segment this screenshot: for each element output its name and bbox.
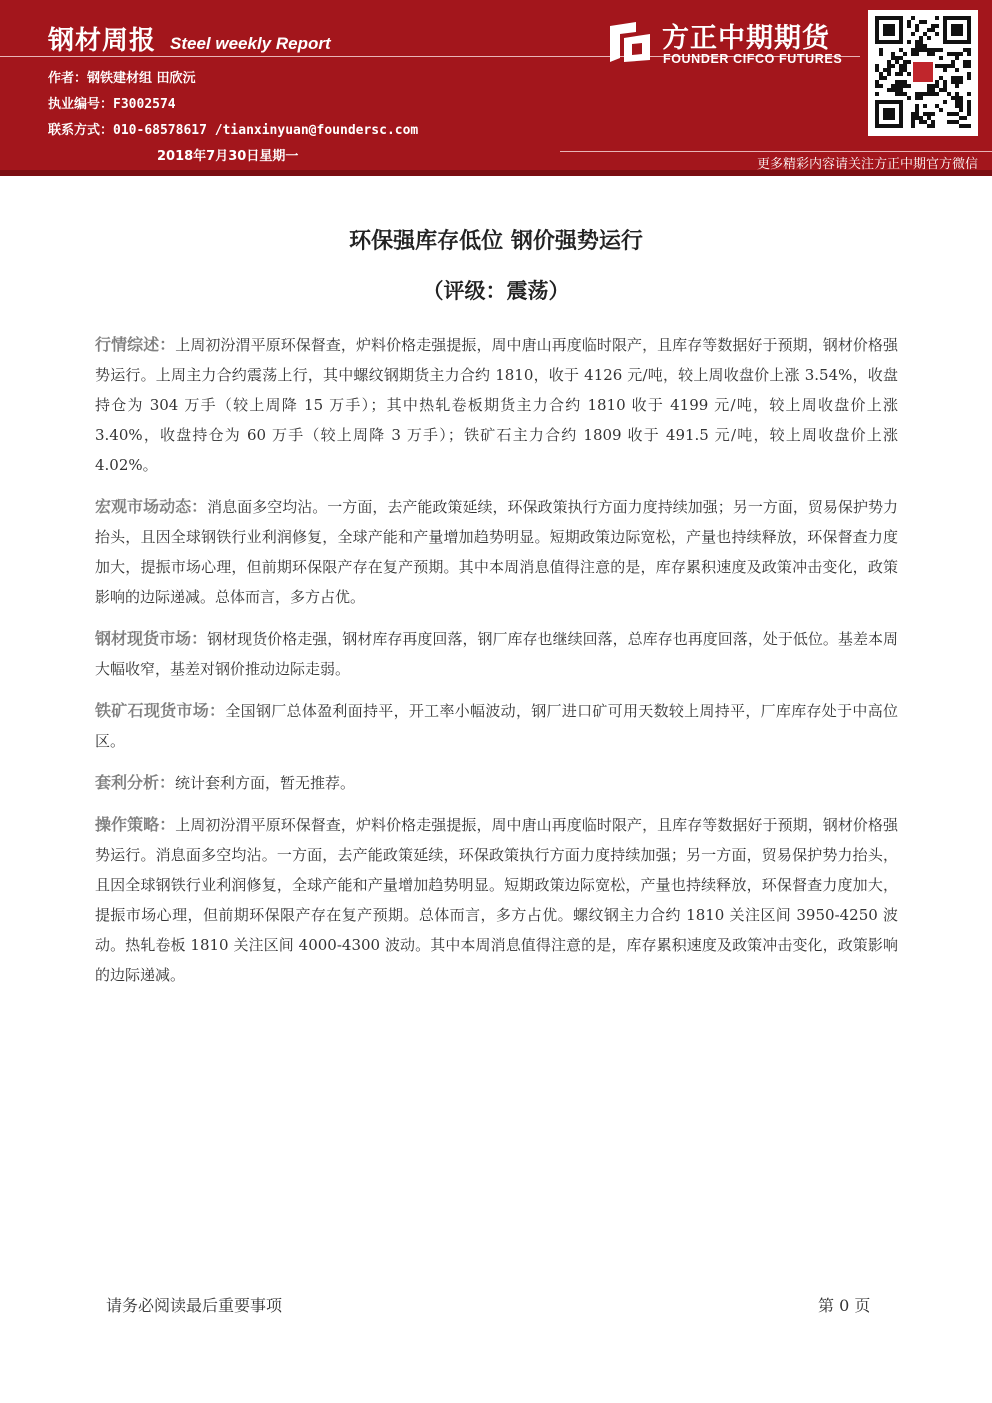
report-body <box>95 330 898 1002</box>
page-number: 第 0 页 <box>818 1296 871 1315</box>
qr-code-icon <box>875 16 971 130</box>
section-strategy <box>95 810 898 990</box>
section-text: 上周初汾渭平原环保督查，炉料价格走强提振，周中唐山再度临时限产，且库存等数据好于预期，钢材价格强势运行。消息面多空均沾。一方面，去产能政策延续，环保政策执行方面力度持续加强；另一方面，贸易保护势力抬头，且因全球钢铁行业利润修复，全球产能和产量增加趋势明显。短期政策边际宽松，产量也持续释放，环保督查力度加大，提振市场心理，但前期环保限产存在复产预期。总体而言，多方占优。螺纹钢主力合约 1810 关注区间 3950-4250 波动。热轧卷板 1810 关注区间 4000-4300 波动。其中本周消息值得注意的是，库存累积速度及政策冲击变化，政策影响的边际递减。 <box>95 816 898 984</box>
section-market-overview <box>95 330 898 480</box>
section-heading: 钢材现货市场： <box>95 629 208 648</box>
section-steel-spot <box>95 624 898 684</box>
section-heading: 行情综述： <box>95 335 176 354</box>
follow-divider <box>560 151 992 152</box>
section-text: 上周初汾渭平原环保督查，炉料价格走强提振，周中唐山再度临时限产，且库存等数据好于预期，钢材价格强势运行。上周主力合约震荡上行，其中螺纹钢期货主力合约 1810，收于 4126 元/吨，较上周收盘价上涨 3.54%，收盘持仓为 304 万手（较上周降 15 万手）；其中热轧卷板期货主力合约 1810 收于 4199 元/吨，较上周收盘价上涨 3.40%，收盘持仓为 60 万手（较上周降 3 万手）；铁矿石主力合约 1809 收于 491.5 元/吨，较上周收盘价上涨 4.02%。 <box>95 336 898 474</box>
license-value: F3002574 <box>113 97 176 112</box>
author-label: 作者： <box>48 71 88 86</box>
report-header <box>0 0 992 176</box>
logo-english: FOUNDER CIFCO FUTURES <box>663 52 843 66</box>
license-label: 执业编号： <box>48 97 114 112</box>
author-line <box>48 67 196 86</box>
license-line <box>48 93 176 112</box>
rating: （评级：震荡） <box>422 279 570 303</box>
section-text: 全国钢厂总体盈利面持平，开工率小幅波动，钢厂进口矿可用天数较上周持平，厂库库存处于中高位区。 <box>95 702 898 750</box>
contact-value: 010-68578617 /tianxinyuan@foundersc.com <box>113 123 419 138</box>
section-text: 统计套利方面，暂无推荐。 <box>175 774 356 792</box>
document-title: 环保强库存低位 钢价强势运行 <box>349 229 643 254</box>
contact-line <box>48 119 418 138</box>
header-title-row <box>48 20 331 54</box>
section-iron-ore-spot <box>95 696 898 756</box>
author-value: 钢铁建材组 田欣沅 <box>87 71 196 86</box>
section-macro <box>95 492 898 612</box>
logo-chinese: 方正中期期货 <box>662 23 830 54</box>
section-heading: 套利分析： <box>95 773 176 792</box>
follow-wechat-text: 更多精彩内容请关注方正中期官方微信 <box>756 157 978 172</box>
report-date: 2018年7月30日星期一 <box>157 149 299 164</box>
wechat-qr-code <box>868 10 978 136</box>
section-text: 消息面多空均沾。一方面，去产能政策延续，环保政策执行方面力度持续加强；另一方面，贸易保护势力抬头，且因全球钢铁行业利润修复，全球产能和产量增加趋势明显。短期政策边际宽松，产量也持续释放，环保督查力度加大，提振市场心理，但前期环保限产存在复产预期。其中本周消息值得注意的是，库存累积速度及政策冲击变化，政策影响的边际递减。总体而言，多方占优。 <box>95 498 898 606</box>
company-logo <box>606 18 862 70</box>
section-arbitrage <box>95 768 898 798</box>
section-text: 钢材现货价格走强，钢材库存再度回落，钢厂库存也继续回落，总库存也再度回落，处于低位。基差本周大幅收窄，基差对钢价推动边际走弱。 <box>95 630 898 678</box>
report-name: 钢材周报 <box>48 26 157 56</box>
section-heading: 宏观市场动态： <box>95 497 208 516</box>
logo-mark-icon <box>606 18 654 66</box>
report-name-en: Steel weekly Report <box>170 34 331 53</box>
section-heading: 铁矿石现货市场： <box>95 701 226 720</box>
disclaimer-note: 请务必阅读最后重要事项 <box>106 1296 283 1315</box>
follow-bar <box>0 149 992 170</box>
section-heading: 操作策略： <box>95 815 176 834</box>
contact-label: 联系方式： <box>48 123 114 138</box>
